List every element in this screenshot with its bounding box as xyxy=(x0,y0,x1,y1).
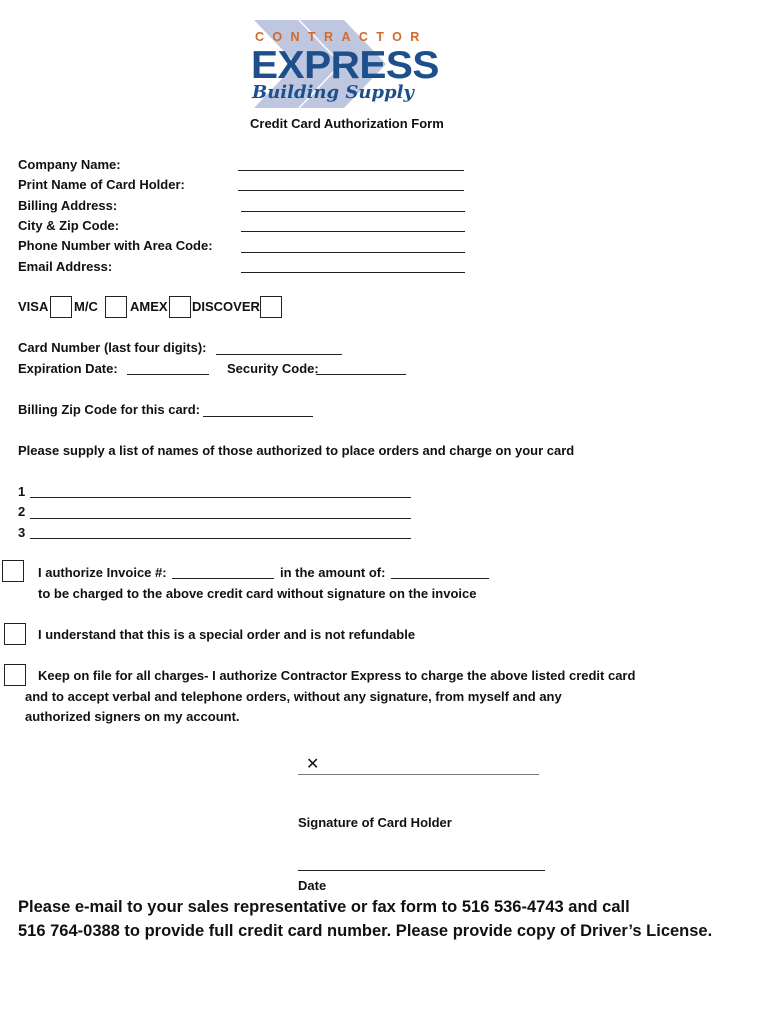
signature-line[interactable] xyxy=(298,774,539,775)
card-holder-label: Print Name of Card Holder: xyxy=(18,177,185,192)
authorized-prompt: Please supply a list of names of those authorized to place orders and charge on your card xyxy=(18,443,575,458)
authorize-invoice-text-2: to be charged to the above credit card without signature on the invoice xyxy=(38,586,477,601)
card-holder-line[interactable] xyxy=(238,190,464,191)
phone-label: Phone Number with Area Code: xyxy=(18,238,213,253)
signature-x-mark: ✕ xyxy=(306,756,320,773)
email-line[interactable] xyxy=(241,272,465,273)
authorized-line-2[interactable] xyxy=(30,518,411,519)
amex-checkbox[interactable] xyxy=(169,296,191,318)
discover-checkbox[interactable] xyxy=(260,296,282,318)
billing-zip-line[interactable] xyxy=(203,416,313,417)
email-label: Email Address: xyxy=(18,259,113,274)
amount-label: in the amount of: xyxy=(280,565,386,580)
city-zip-label: City & Zip Code: xyxy=(18,218,120,233)
logo-sub-text: Building Supply xyxy=(252,82,414,103)
footer-text-1: Please e-mail to your sales representative or fax form to 516 536-4743 and call xyxy=(18,898,630,916)
amount-line[interactable] xyxy=(391,578,489,579)
footer-text-2: 516 764-0388 to provide full credit card number. Please provide copy of Driver’s License. xyxy=(18,922,713,940)
billing-address-label: Billing Address: xyxy=(18,198,118,213)
company-name-label: Company Name: xyxy=(18,157,121,172)
city-zip-line[interactable] xyxy=(241,231,465,232)
phone-line[interactable] xyxy=(241,252,465,253)
authorized-number-3: 3 xyxy=(18,525,26,540)
billing-zip-label: Billing Zip Code for this card: xyxy=(18,402,200,417)
invoice-number-line[interactable] xyxy=(172,578,274,579)
expiration-label: Expiration Date: xyxy=(18,361,118,376)
security-code-label: Security Code: xyxy=(227,361,319,376)
card-number-label: Card Number (last four digits): xyxy=(18,340,207,355)
special-order-text: I understand that this is a special order and is not refundable xyxy=(38,627,416,642)
logo-top-text: CONTRACTOR xyxy=(255,30,428,44)
amex-label: AMEX xyxy=(130,299,168,314)
expiration-line[interactable] xyxy=(127,374,209,375)
date-line[interactable] xyxy=(298,870,545,871)
date-label: Date xyxy=(298,878,327,893)
special-order-checkbox[interactable] xyxy=(4,623,26,645)
authorized-number-2: 2 xyxy=(18,504,26,519)
signature-label: Signature of Card Holder xyxy=(298,815,452,830)
authorized-line-3[interactable] xyxy=(30,538,411,539)
billing-address-line[interactable] xyxy=(241,211,465,212)
security-code-line[interactable] xyxy=(316,374,406,375)
visa-checkbox[interactable] xyxy=(50,296,72,318)
authorized-number-1: 1 xyxy=(18,484,26,499)
company-name-line[interactable] xyxy=(238,170,464,171)
authorized-line-1[interactable] xyxy=(30,497,411,498)
company-logo xyxy=(248,18,448,110)
keep-on-file-checkbox[interactable] xyxy=(4,664,26,686)
mc-checkbox[interactable] xyxy=(105,296,127,318)
visa-label: VISA xyxy=(18,299,49,314)
authorize-invoice-checkbox[interactable] xyxy=(2,560,24,582)
form-title: Credit Card Authorization Form xyxy=(250,116,444,131)
keep-on-file-text-2: and to accept verbal and telephone orders, without any signature, from myself and any xyxy=(25,689,562,704)
keep-on-file-text-3: authorized signers on my account. xyxy=(25,709,240,724)
card-number-line[interactable] xyxy=(216,354,342,355)
authorize-invoice-label: I authorize Invoice #: xyxy=(38,565,167,580)
mc-label: M/C xyxy=(74,299,98,314)
discover-label: DISCOVER xyxy=(192,299,260,314)
logo-main-text: EXPRESS xyxy=(251,44,439,87)
keep-on-file-text-1: Keep on file for all charges- I authorize Contractor Express to charge the above listed credit card xyxy=(38,668,636,683)
